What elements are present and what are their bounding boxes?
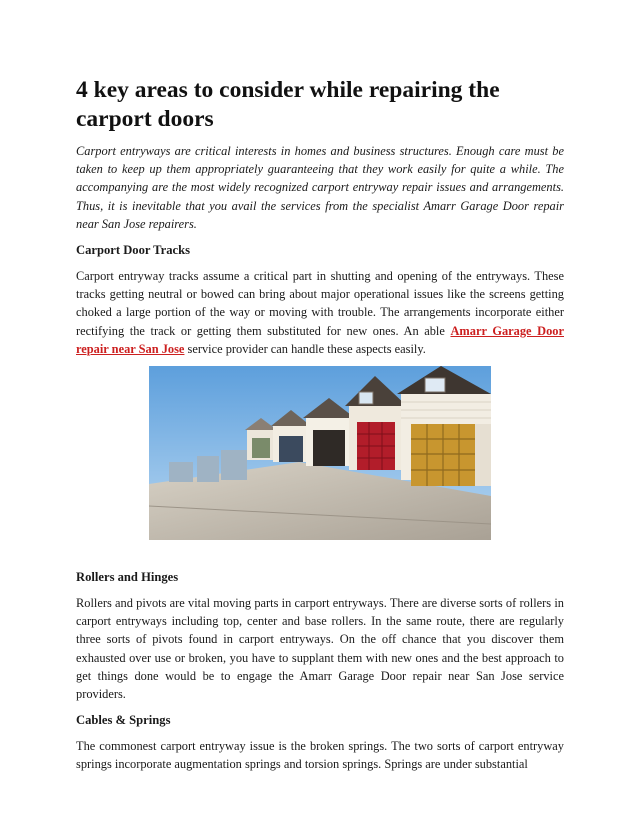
tracks-text-before-link: Carport entryway tracks assume a critical part in shutting and opening of the entryways. These tracks getting neutral or bowed can bring about major operational issues like the screens getting choked a large portion of the way or moving with trouble. The arrangements incorporate either rectifying the track or getting them substituted for new ones. An able <box>76 269 564 338</box>
section-heading-tracks: Carport Door Tracks <box>76 243 191 258</box>
section-heading-rollers: Rollers and Hinges <box>76 570 179 585</box>
tracks-text-after-link: service provider can handle these aspects easily. <box>184 341 426 356</box>
section-text-tracks <box>76 267 564 358</box>
page-title: 4 key areas to consider while repairing the carport doors <box>76 77 500 132</box>
garage-doors-photo <box>149 366 491 540</box>
document-page <box>76 76 564 782</box>
intro-paragraph: Carport entryways are critical interests in homes and business structures. Enough care must be taken to keep up them appropriately guaranteeing that they work easily for quite a while. The accompanying are the most widely recognized carport entryway repair issues and arrangements. Thus, it is inevitable that you avail the services from the specialist Amarr Garage Door repair near San Jose repairers. <box>76 144 564 231</box>
section-text-cables: The commonest carport entryway issue is the broken springs. The two sorts of carport entryway springs incorporate augmentation springs and torsion springs. Springs are under substantial <box>76 739 564 772</box>
amarr-repair-link[interactable]: Amarr Garage Door repair near San Jose <box>76 323 564 356</box>
section-text-rollers: Rollers and pivots are vital moving parts in carport entryways. There are diverse sorts of rollers in carport entryways including top, center and base rollers. In the same route, there are regularly three sorts of pivots found in carport entryways. On the off chance that you discover them exhausted over use or broken, you have to supplant them with new ones and the best approach to get things done would be to engage the Amarr Garage Door repair near San Jose service providers. <box>76 596 564 702</box>
section-heading-cables: Cables & Springs <box>76 713 171 728</box>
